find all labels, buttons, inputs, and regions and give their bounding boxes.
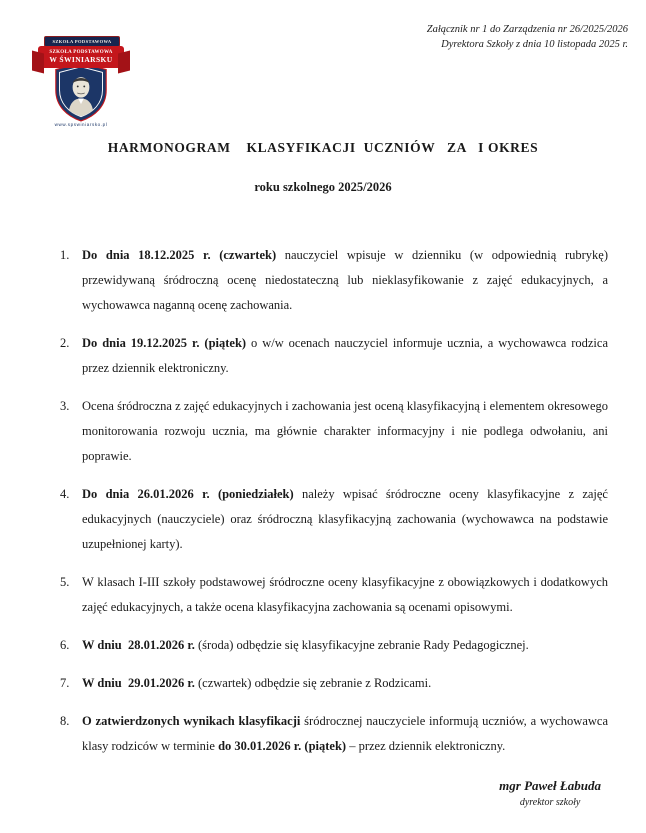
item-text: Do dnia 19.12.2025 r. (piątek) o w/w ocenach nauczyciel informuje ucznia, a wychowawca rodzica przez dziennik elektroniczny.: [82, 336, 609, 375]
item-number: 4.: [60, 487, 70, 501]
item-text: W dniu 28.01.2026 r. (środa) odbędzie się klasyfikacyjne zebranie Rady Pedagogicznej.: [82, 638, 529, 652]
page-subtitle: roku szkolnego 2025/2026: [254, 180, 392, 194]
schedule-item: [60, 243, 608, 318]
attachment-note: [427, 22, 628, 52]
schedule-item: [60, 331, 608, 381]
item-number: 2.: [60, 336, 70, 350]
item-text: O zatwierdzonych wynikach klasyfikacji śródrocznej nauczyciele informują uczniów, a wychowawca klasy rodziców w terminie do 30.01.2026 r. (piątek) – przez dziennik elektroniczny.: [82, 714, 608, 753]
schedule-item: [60, 570, 608, 620]
logo-ribbon-line1: SZKOŁA PODSTAWOWA: [49, 50, 113, 55]
logo-ribbon: [38, 46, 124, 68]
item-number: 7.: [60, 676, 70, 690]
item-text: Do dnia 26.01.2026 r. (poniedziałek) należy wpisać śródroczne oceny klasyfikacyjne z zajęć edukacyjnych (nauczyciele) oraz śródroczną klasyfikacyjną zachowania (wychowawca na podstawie uzupełnionej karty).: [82, 487, 608, 551]
schedule-item: [60, 394, 608, 469]
signature-block: [499, 778, 601, 808]
attachment-line-2: Dyrektora Szkoły z dnia 10 listopada 2025 r.: [441, 39, 628, 51]
schedule-item: [60, 633, 608, 658]
school-logo: [30, 28, 132, 127]
logo-ribbon-line2: W ŚWINIARSKU: [49, 55, 113, 64]
item-text: W dniu 29.01.2026 r. (czwartek) odbędzie się zebranie z Rodzicami.: [82, 676, 432, 690]
logo-top-band: SZKOŁA PODSTAWOWA: [44, 36, 120, 47]
logo-website-text: www.spswiniarsko.pl: [54, 122, 108, 127]
schedule-list: [60, 243, 608, 772]
page-title: HARMONOGRAM KLASYFIKACJI UCZNIÓW ZA I OKRES: [107, 140, 539, 155]
signature-name: mgr Paweł Łabuda: [499, 778, 601, 793]
item-number: 6.: [60, 638, 70, 652]
schedule-item: [60, 482, 608, 557]
title-block: [0, 140, 646, 195]
item-text: Do dnia 18.12.2025 r. (czwartek) nauczyciel wpisuje w dzienniku (w odpowiednią rubrykę) przewidywaną śródroczną ocenę niedostateczną lub nieklasyfikowanie z zajęć edukacyjnych, a wychowawca naganną ocenę zachowania.: [82, 248, 608, 312]
item-text: W klasach I-III szkoły podstawowej śródroczne oceny klasyfikacyjne z obowiązkowych i dodatkowych zajęć edukacyjnych, a także ocena klasyfikacyjna zachowania są ocenami opisowymi.: [82, 575, 608, 614]
item-number: 3.: [60, 399, 70, 413]
item-text: Ocena śródroczna z zajęć edukacyjnych i zachowania jest oceną klasyfikacyjną i elementem okresowego monitorowania rozwoju ucznia, ma głównie charakter informacyjny i nie podlega odwołaniu, ani poprawie.: [82, 399, 608, 463]
item-number: 5.: [60, 575, 70, 589]
shield-portrait-icon: [53, 62, 109, 122]
attachment-line-1: Załącznik nr 1 do Zarządzenia nr 26/2025/2026: [426, 24, 628, 35]
signature-role: dyrektor szkoły: [519, 797, 581, 808]
item-number: 8.: [60, 714, 70, 728]
schedule-item: [60, 671, 608, 696]
item-number: 1.: [60, 248, 70, 262]
schedule-item: [60, 709, 608, 759]
